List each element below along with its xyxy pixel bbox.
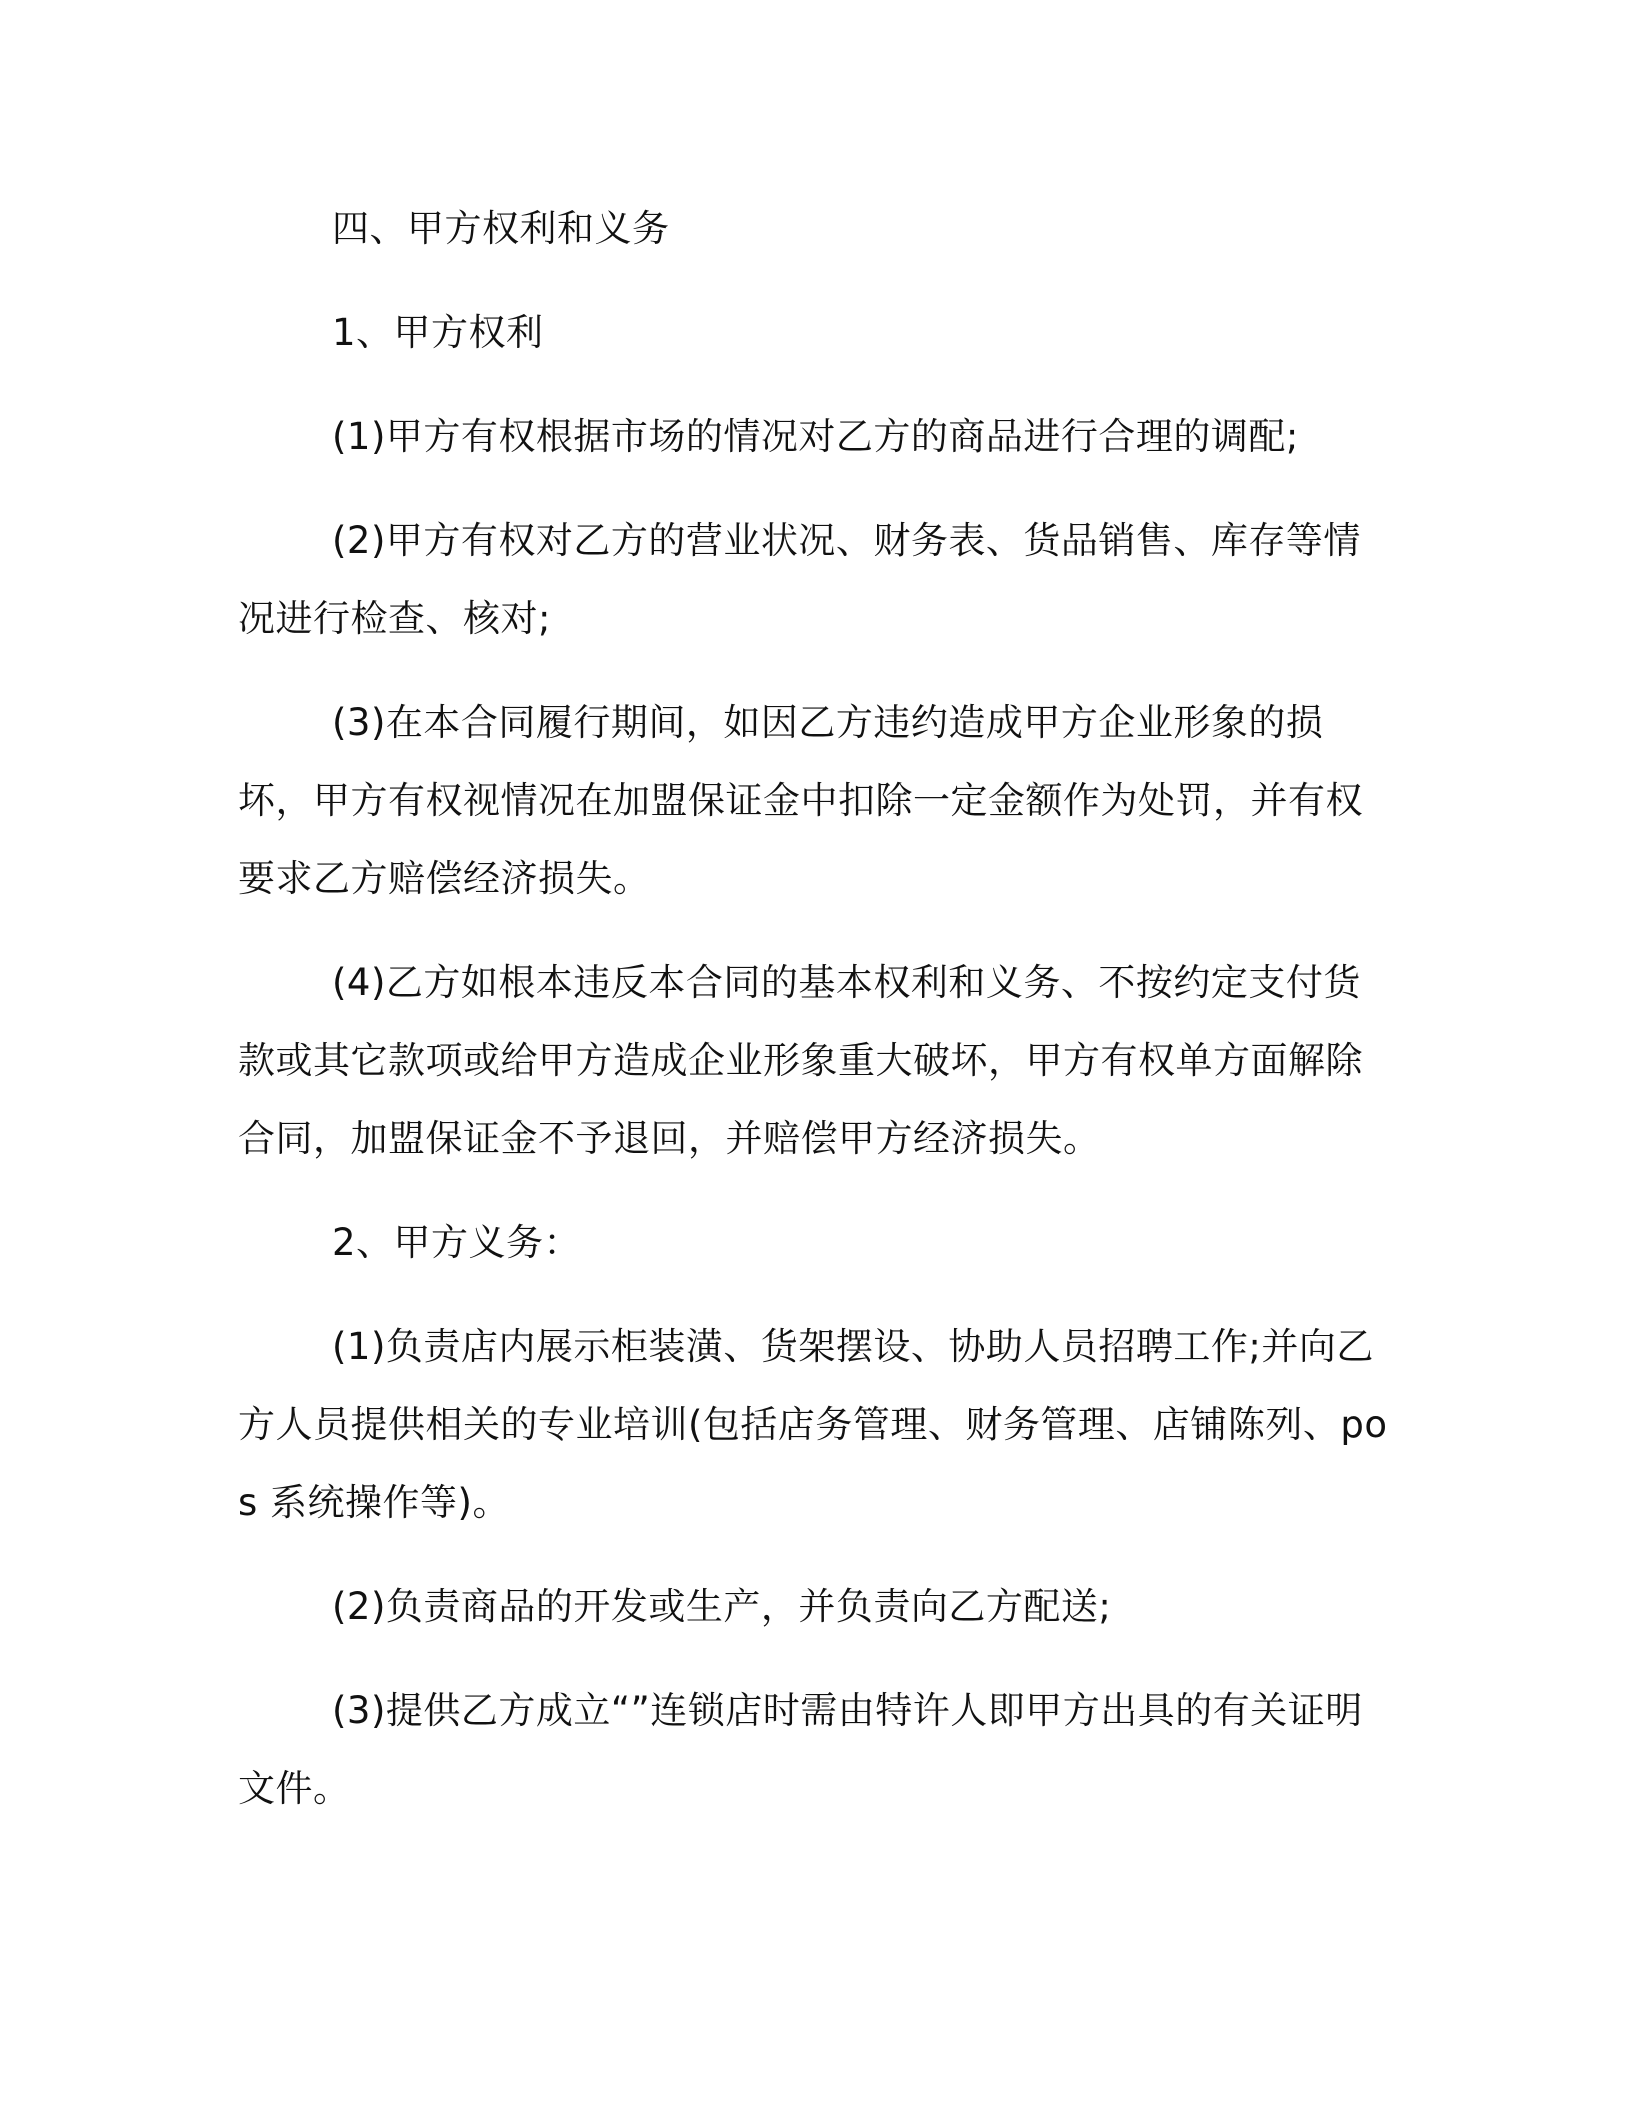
subsection-heading-rights: 1、甲方权利 (332, 311, 544, 354)
clause-rights-3: (3)在本合同履行期间，如因乙方违约造成甲方企业形象的损坏，甲方有权视情况在加盟保证金中扣除一定金额作为处罚，并有权要求乙方赔偿经济损失。 (238, 701, 1363, 900)
section-heading: 四、甲方权利和义务 (332, 207, 670, 250)
document-body (238, 190, 1388, 1828)
clause-rights-2: (2)甲方有权对乙方的营业状况、财务表、货品销售、库存等情况进行检查、核对; (238, 519, 1361, 640)
clause-rights-1: (1)甲方有权根据市场的情况对乙方的商品进行合理的调配; (332, 415, 1299, 458)
clause-obligations-1: (1)负责店内展示柜装潢、货架摆设、协助人员招聘工作;并向乙方人员提供相关的专业培训(包括店务管理、财务管理、店铺陈列、pos 系统操作等)。 (238, 1325, 1388, 1524)
clause-obligations-2: (2)负责商品的开发或生产，并负责向乙方配送; (332, 1585, 1112, 1628)
clause-obligations-3: (3)提供乙方成立“”连锁店时需由特许人即甲方出具的有关证明文件。 (238, 1689, 1363, 1810)
clause-rights-4: (4)乙方如根本违反本合同的基本权利和义务、不按约定支付货款或其它款项或给甲方造成企业形象重大破坏，甲方有权单方面解除合同，加盟保证金不予退回，并赔偿甲方经济损失。 (238, 961, 1363, 1160)
subsection-heading-obligations: 2、甲方义务： (332, 1221, 582, 1264)
